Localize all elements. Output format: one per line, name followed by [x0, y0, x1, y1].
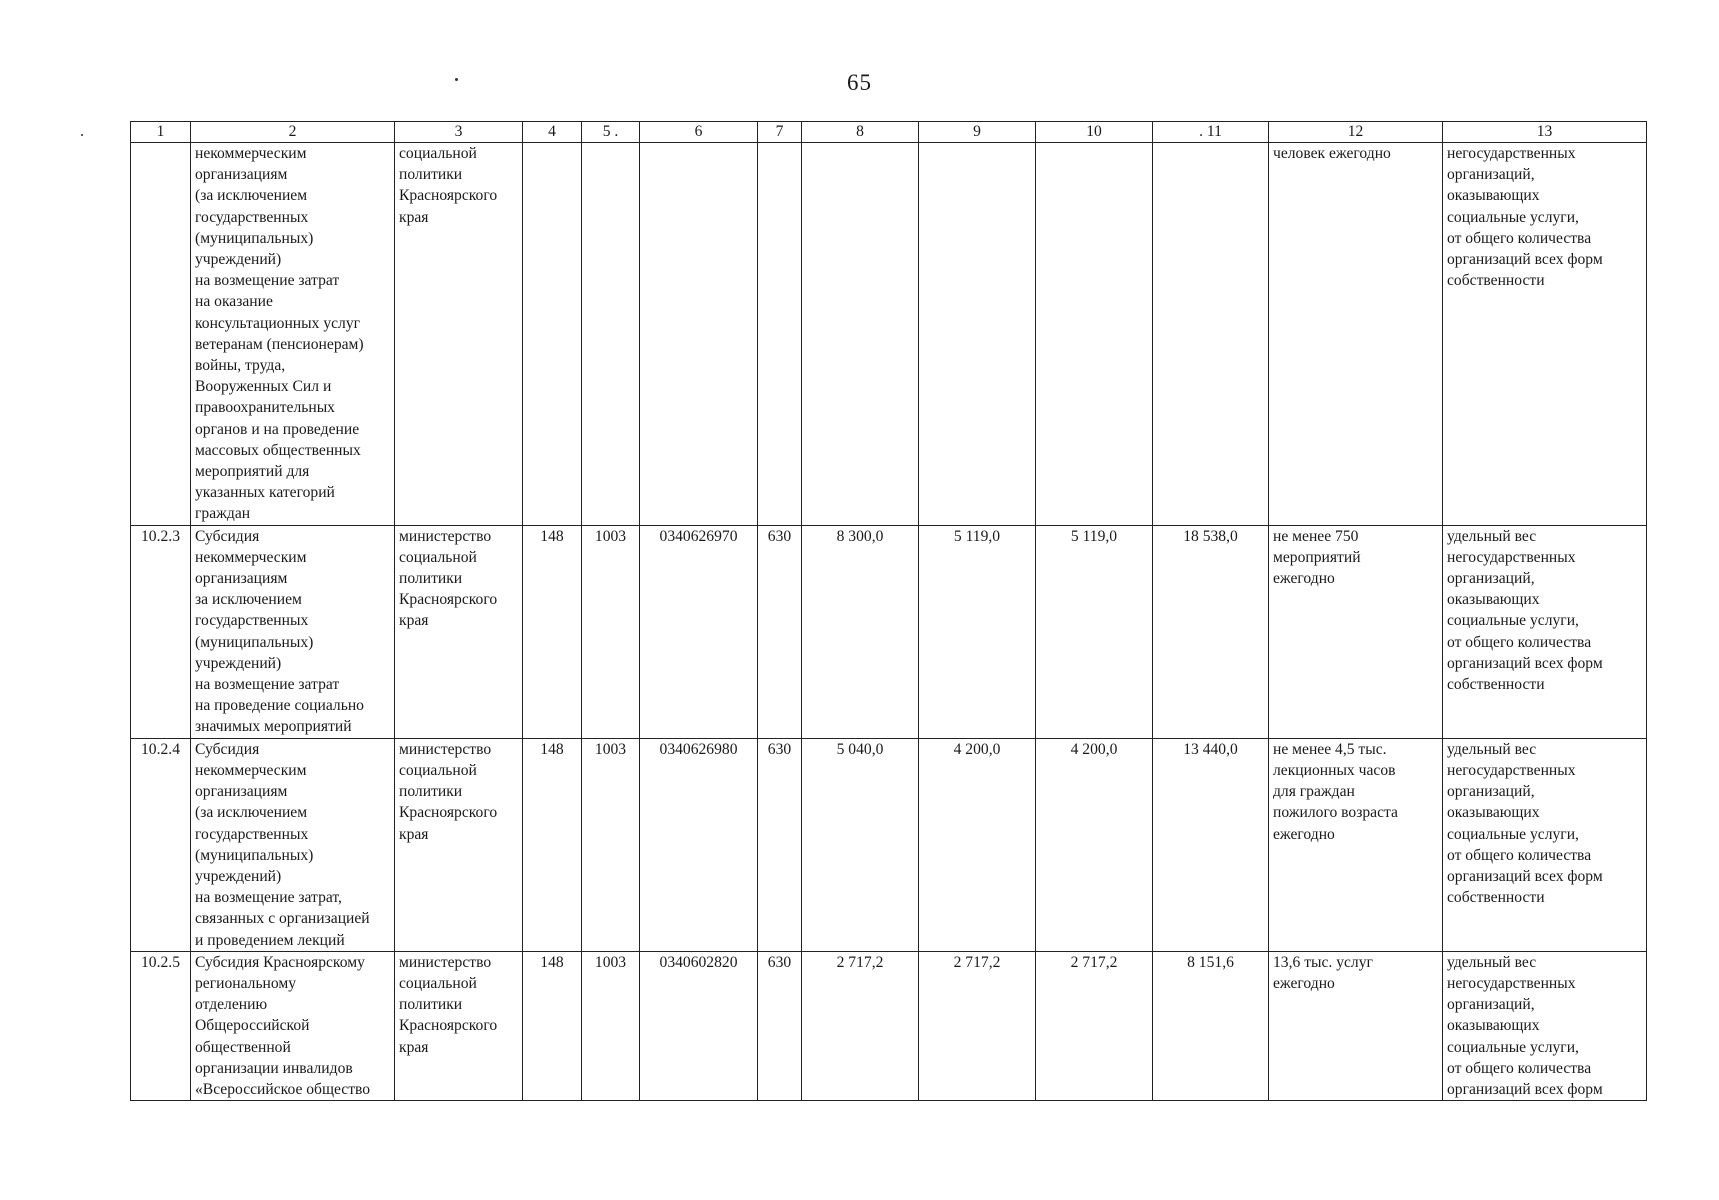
expense-type-code-cell: 630	[758, 525, 802, 738]
activity-name-cell: Субсидия Красноярскому региональному отделению Общероссийской общественной организации инвалидов «Всероссийское общество	[191, 951, 395, 1100]
amount-total-cell: 18 538,0	[1153, 525, 1269, 738]
column-header: 9	[919, 122, 1036, 143]
executor-cell: министерство социальной политики Красноярского края	[395, 738, 523, 951]
column-header: . 11	[1153, 122, 1269, 143]
executor-cell: социальной политики Красноярского края	[395, 143, 523, 526]
scan-speck	[455, 78, 458, 81]
amount-year1-cell: 2 717,2	[802, 951, 919, 1100]
row-number-cell: 10.2.3	[131, 525, 191, 738]
table-row	[131, 525, 1647, 738]
grbs-code-cell: 148	[523, 738, 582, 951]
expected-result-cell: не менее 750 мероприятий ежегодно	[1269, 525, 1443, 738]
activity-name-cell: Субсидия некоммерческим организациям за исключением государственных (муниципальных) учреждений) на возмещение затрат на проведение социально значимых мероприятий	[191, 525, 395, 738]
amount-year3-cell: 2 717,2	[1036, 951, 1153, 1100]
column-header: 7	[758, 122, 802, 143]
expense-type-code-cell	[758, 143, 802, 526]
target-item-code-cell: 0340626970	[640, 525, 758, 738]
amount-year1-cell: 5 040,0	[802, 738, 919, 951]
section-code-cell: 1003	[582, 951, 640, 1100]
amount-year2-cell	[919, 143, 1036, 526]
amount-year3-cell	[1036, 143, 1153, 526]
section-code-cell	[582, 143, 640, 526]
grbs-code-cell: 148	[523, 951, 582, 1100]
grbs-code-cell	[523, 143, 582, 526]
amount-year3-cell: 5 119,0	[1036, 525, 1153, 738]
page-number: 65	[847, 70, 872, 95]
budget-table	[130, 121, 1647, 1101]
amount-total-cell	[1153, 143, 1269, 526]
amount-year1-cell: 8 300,0	[802, 525, 919, 738]
amount-year2-cell: 2 717,2	[919, 951, 1036, 1100]
target-item-code-cell	[640, 143, 758, 526]
section-code-cell: 1003	[582, 738, 640, 951]
row-number-cell	[131, 143, 191, 526]
scan-speck	[81, 134, 83, 136]
indicator-cell: удельный вес негосударственных организаций, оказывающих социальные услуги, от общего количества организаций всех форм собственности	[1443, 738, 1647, 951]
amount-year2-cell: 4 200,0	[919, 738, 1036, 951]
column-header: 4	[523, 122, 582, 143]
column-header: 12	[1269, 122, 1443, 143]
column-header: 13	[1443, 122, 1647, 143]
amount-year2-cell: 5 119,0	[919, 525, 1036, 738]
row-number-cell: 10.2.4	[131, 738, 191, 951]
table-row	[131, 951, 1647, 1100]
table-row	[131, 738, 1647, 951]
column-header: 6	[640, 122, 758, 143]
amount-year1-cell	[802, 143, 919, 526]
column-header: 1	[131, 122, 191, 143]
column-header: 10	[1036, 122, 1153, 143]
column-header: 2	[191, 122, 395, 143]
activity-name-cell: Субсидия некоммерческим организациям (за исключением государственных (муниципальных) учреждений) на возмещение затрат, связанных с организацией и проведением лекций	[191, 738, 395, 951]
expected-result-cell: не менее 4,5 тыс. лекционных часов для граждан пожилого возраста ежегодно	[1269, 738, 1443, 951]
amount-total-cell: 8 151,6	[1153, 951, 1269, 1100]
activity-name-cell: некоммерческим организациям (за исключением государственных (муниципальных) учреждений) на возмещение затрат на оказание консультационных услуг ветеранам (пенсионерам) войны, труда, Вооруженных Сил и правоохранительных органов и на проведение массовых общественных мероприятий для указанных категорий граждан	[191, 143, 395, 526]
expected-result-cell: 13,6 тыс. услуг ежегодно	[1269, 951, 1443, 1100]
indicator-cell: негосударственных организаций, оказывающих социальные услуги, от общего количества организаций всех форм собственности	[1443, 143, 1647, 526]
expected-result-cell: человек ежегодно	[1269, 143, 1443, 526]
target-item-code-cell: 0340626980	[640, 738, 758, 951]
column-header: 8	[802, 122, 919, 143]
column-header: 3	[395, 122, 523, 143]
header-row	[131, 122, 1647, 143]
table-row	[131, 143, 1647, 526]
section-code-cell: 1003	[582, 525, 640, 738]
grbs-code-cell: 148	[523, 525, 582, 738]
row-number-cell: 10.2.5	[131, 951, 191, 1100]
column-header: 5 .	[582, 122, 640, 143]
executor-cell: министерство социальной политики Красноярского края	[395, 525, 523, 738]
expense-type-code-cell: 630	[758, 738, 802, 951]
amount-year3-cell: 4 200,0	[1036, 738, 1153, 951]
amount-total-cell: 13 440,0	[1153, 738, 1269, 951]
expense-type-code-cell: 630	[758, 951, 802, 1100]
indicator-cell: удельный вес негосударственных организаций, оказывающих социальные услуги, от общего количества организаций всех форм собственности	[1443, 525, 1647, 738]
executor-cell: министерство социальной политики Красноярского края	[395, 951, 523, 1100]
target-item-code-cell: 0340602820	[640, 951, 758, 1100]
indicator-cell: удельный вес негосударственных организаций, оказывающих социальные услуги, от общего количества организаций всех форм	[1443, 951, 1647, 1100]
